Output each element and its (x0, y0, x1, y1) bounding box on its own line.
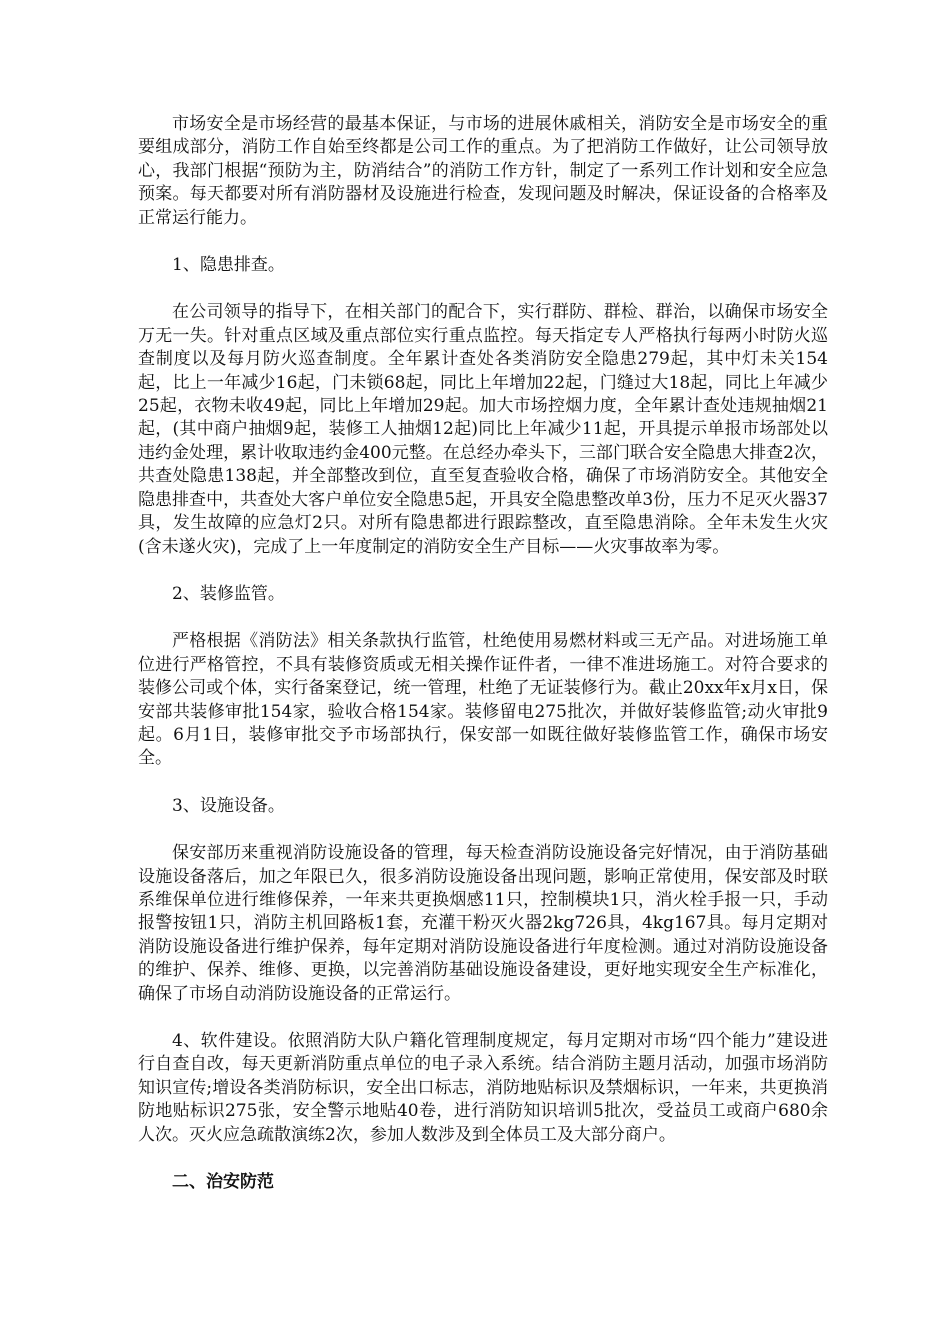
section-software-paragraph: 4、软件建设。依照消防大队户籍化管理制度规定，每月定期对市场“四个能力”建设进行自查自改，每天更新消防重点单位的电子录入系统。结合消防主题月活动，加强市场消防知识宣传;增设各类消防标识，安全出口标志，消防地贴标识及禁烟标识，一年来，共更换消防地贴标识275张，安全警示地贴40卷，进行消防知识培训5批次，受益员工或商户680余人次。灭火应急疏散演练2次，参加人数涉及到全体员工及大部分商户。 (138, 1031, 828, 1145)
section-heading-facilities: 3、设施设备。 (172, 795, 285, 816)
spacer (138, 559, 828, 583)
intro-paragraph: 市场安全是市场经营的最基本保证，与市场的进展休戚相关，消防安全是市场安全的重要组成部分，消防工作自始至终都是公司工作的重点。为了把消防工作做好，让公司领导放心，我部门根据“预防为主，防消结合”的消防工作方针，制定了一系列工作计划和安全应急预案。每天都要对所有消防器材及设施进行检查，发现问题及时解决，保证设备的合格率及正常运行能力。 (138, 114, 828, 228)
section-heading-hazard-check: 1、隐患排查。 (172, 255, 285, 276)
spacer (138, 1006, 828, 1030)
spacer (138, 606, 828, 630)
section-body-hazard-check: 在公司领导的指导下，在相关部门的配合下，实行群防、群检、群治，以确保市场安全万无一失。针对重点区域及重点部位实行重点监控。每天指定专人严格执行每两小时防火巡查制度以及每月防火巡查制度。全年累计查处各类消防安全隐患279起，其中灯未关154起，比上一年减少16起，门未锁68起，同比上年增加22起，门缝过大18起，同比上年减少25起，衣物未收49起，同比上年增加29起。加大市场控烟力度，全年累计查处违规抽烟21起，(其中商户抽烟9起，装修工人抽烟12起)同比上年减少11起，开具提示单报市场部处以违约金处理，累计收取违约金400元整。在总经办牵头下，三部门联合安全隐患大排查2次，共查处隐患138起，并全部整改到位，直至复查验收合格，确保了市场消防安全。其他安全隐患排查中，共查处大客户单位安全隐患5起，开具安全隐患整改单3份，压力不足灭火器37具，发生故障的应急灯2只。对所有隐患都进行跟踪整改，直至隐患消除。全年未发生火灾(含未遂火灾)，完成了上一年度制定的消防安全生产目标——火灾事故率为零。 (138, 302, 828, 557)
section-body-renovation: 严格根据《消防法》相关条款执行监管，杜绝使用易燃材料或三无产品。对进场施工单位进行严格管控，不具有装修资质或无相关操作证件者，一律不准进场施工。对符合要求的装修公司或个体，实行备案登记，统一管理，杜绝了无证装修行为。截止20xx年x月x日，保安部共装修审批154家，验收合格154家。装修留电275批次，并做好装修监管;动火审批9起。6月1日，装修审批交予市场部执行，保安部一如既往做好装修监管工作，确保市场安全。 (138, 631, 828, 769)
section-body-facilities: 保安部历来重视消防设施设备的管理，每天检查消防设施设备完好情况，由于消防基础设施设备落后，加之年限已久，很多消防设施设备出现问题，影响正常使用，保安部及时联系维保单位进行维修保养，一年来共更换烟感11只，控制模块1只，消火栓手报一只，手动报警按钮1只，消防主机回路板1套，充灌干粉灭火器2kg726具，4kg167具。每月定期对消防设施设备进行维护保养，每年定期对消防设施设备进行年度检测。通过对消防设施设备的维护、保养、维修、更换，以完善消防基础设施设备建设，更好地实现安全生产标准化，确保了市场自动消防设施设备的正常运行。 (138, 843, 828, 1004)
spacer (138, 771, 828, 795)
section-heading-renovation: 2、装修监管。 (172, 583, 285, 604)
spacer (138, 230, 828, 254)
spacer (138, 818, 828, 842)
spacer (138, 1147, 828, 1171)
spacer (138, 277, 828, 301)
document-body (138, 113, 828, 1194)
section-two-title: 二、治安防范 (172, 1172, 274, 1193)
